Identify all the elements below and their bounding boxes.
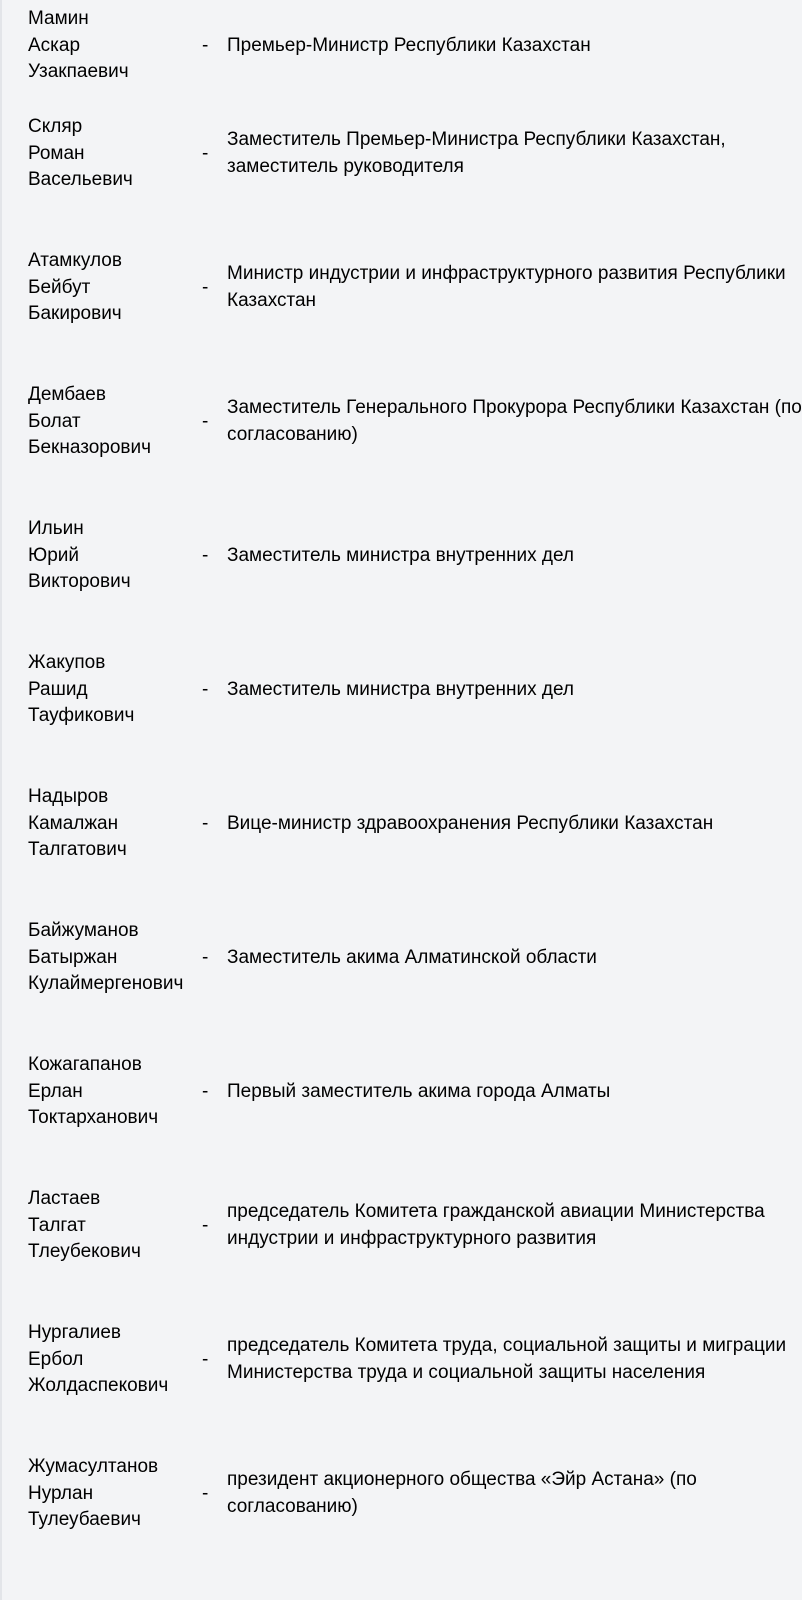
position-line: Заместитель Генерального Прокурора Республики Казахстан (по	[227, 397, 802, 419]
member-first-name: Талгат	[28, 1214, 86, 1236]
member-patronymic: Бакирович	[28, 303, 122, 324]
member-position	[227, 127, 726, 180]
member-row	[0, 644, 666, 778]
position-line: Заместитель министра внутренних дел	[227, 544, 574, 566]
member-patronymic: Васельевич	[28, 169, 133, 190]
separator-dash: -	[202, 1482, 209, 1504]
position-line: председатель Комитета труда, социальной защиты и миграции	[227, 1335, 787, 1357]
member-first-name: Юрий	[28, 544, 79, 566]
member-row	[0, 912, 666, 1046]
member-first-name: Ерлан	[28, 1080, 83, 1102]
member-first-name: Рашид	[28, 678, 88, 700]
member-patronymic: Тауфикович	[28, 705, 135, 726]
separator-dash: -	[202, 946, 209, 968]
position-line: Вице-министр здравоохранения Республики Казахстан	[227, 812, 714, 834]
member-surname: Жакупов	[28, 652, 106, 673]
position-line: председатель Комитета гражданской авиации Министерства	[227, 1201, 765, 1223]
position-line: президент акционерного общества «Эйр Астана» (по	[227, 1469, 697, 1491]
position-line: Премьер-Министр Республики Казахстан	[227, 34, 591, 56]
member-first-name: Роман	[28, 142, 85, 164]
member-row	[0, 108, 726, 242]
separator-dash: -	[202, 1214, 209, 1236]
member-surname: Ластаев	[28, 1188, 101, 1209]
member-name	[28, 650, 204, 730]
member-first-name: Батыржан	[28, 946, 118, 968]
position-line: Казахстан	[227, 289, 317, 311]
separator-dash: -	[202, 276, 209, 298]
member-patronymic: Кулаймергенович	[28, 973, 184, 994]
member-patronymic: Узакпаевич	[28, 61, 129, 82]
member-row	[0, 1180, 765, 1314]
member-row	[0, 778, 714, 912]
member-name	[28, 114, 204, 194]
member-position	[227, 33, 591, 60]
member-name	[28, 784, 204, 864]
member-name	[28, 1454, 204, 1534]
member-name	[28, 1320, 204, 1400]
member-first-name: Ербол	[28, 1348, 84, 1370]
member-surname: Надыров	[28, 786, 109, 807]
position-line: Заместитель министра внутренних дел	[227, 678, 574, 700]
member-patronymic: Тулеубаевич	[28, 1509, 141, 1530]
member-patronymic: Жолдаспекович	[28, 1375, 169, 1396]
separator-dash: -	[202, 142, 209, 164]
member-first-name: Нурлан	[28, 1482, 94, 1504]
position-line: Министерства труда и социальной защиты населения	[227, 1361, 706, 1383]
member-position	[227, 1467, 697, 1520]
position-line: согласованию)	[227, 423, 358, 445]
member-row	[0, 1448, 697, 1582]
member-surname: Нургалиев	[28, 1322, 122, 1343]
member-patronymic: Викторович	[28, 571, 131, 592]
member-row	[0, 1314, 787, 1448]
member-name	[28, 248, 204, 328]
member-position	[227, 1199, 765, 1252]
member-surname: Байжуманов	[28, 920, 139, 941]
member-patronymic: Токтарханович	[28, 1107, 159, 1128]
member-first-name: Бейбут	[28, 276, 91, 298]
member-name	[28, 382, 204, 462]
member-position	[227, 395, 802, 448]
position-line: индустрии и инфраструктурного развития	[227, 1227, 597, 1249]
member-position	[227, 945, 597, 972]
separator-dash: -	[202, 812, 209, 834]
member-patronymic: Тлеубекович	[28, 1241, 141, 1262]
member-position	[227, 1079, 611, 1106]
member-first-name: Болат	[28, 410, 81, 432]
separator-dash: -	[202, 34, 209, 56]
member-surname: Дембаев	[28, 384, 106, 405]
member-surname: Скляр	[28, 116, 83, 137]
member-surname: Жумасултанов	[28, 1456, 159, 1477]
position-line: согласованию)	[227, 1495, 358, 1517]
position-line: заместитель руководителя	[227, 155, 464, 177]
separator-dash: -	[202, 410, 209, 432]
position-line: Заместитель Премьер-Министра Республики Казахстан,	[227, 129, 726, 151]
member-position	[227, 261, 786, 314]
member-position	[227, 811, 714, 838]
position-line: Заместитель акима Алматинской области	[227, 946, 597, 968]
member-surname: Кожагапанов	[28, 1054, 142, 1075]
member-patronymic: Талгатович	[28, 839, 127, 860]
member-row	[0, 510, 666, 644]
member-surname: Атамкулов	[28, 250, 122, 271]
member-patronymic: Бекназорович	[28, 437, 151, 458]
member-name	[28, 6, 204, 86]
member-position	[227, 677, 574, 704]
member-name	[28, 1052, 204, 1132]
member-first-name: Камалжан	[28, 812, 119, 834]
member-row	[0, 1046, 666, 1180]
separator-dash: -	[202, 1348, 209, 1370]
member-position	[227, 543, 574, 570]
member-name	[28, 1186, 204, 1266]
member-surname: Ильин	[28, 518, 84, 539]
member-first-name: Аскар	[28, 34, 81, 56]
position-line: Министр индустрии и инфраструктурного развития Республики	[227, 263, 786, 285]
member-surname: Мамин	[28, 8, 89, 29]
separator-dash: -	[202, 544, 209, 566]
separator-dash: -	[202, 678, 209, 700]
member-position	[227, 1333, 787, 1386]
position-line: Первый заместитель акима города Алматы	[227, 1080, 611, 1102]
member-name	[28, 918, 204, 998]
member-row	[0, 242, 786, 376]
member-name	[28, 516, 204, 596]
separator-dash: -	[202, 1080, 209, 1102]
member-row	[0, 376, 802, 510]
